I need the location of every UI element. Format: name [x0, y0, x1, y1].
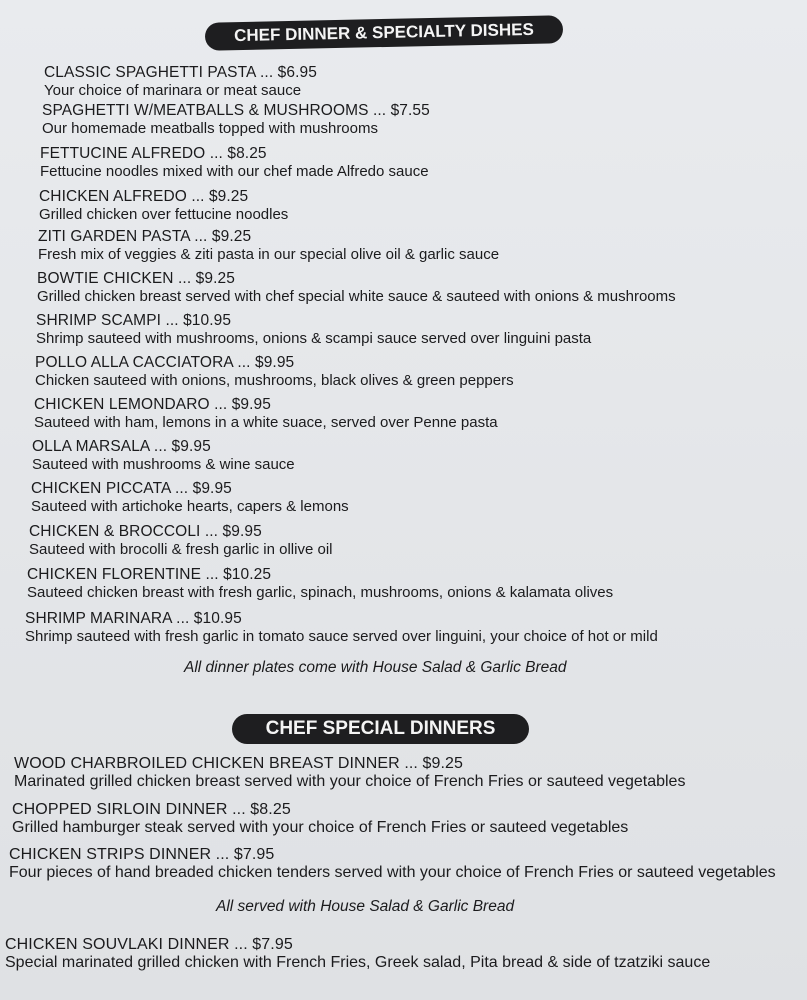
- menu-item-name: FETTUCINE ALFREDO ... $8.25: [40, 145, 267, 162]
- menu-item: [42, 102, 430, 138]
- menu-item: [29, 523, 332, 559]
- menu-item-desc: Four pieces of hand breaded chicken tenders served with your choice of French Fries or sauteed vegetables: [9, 864, 776, 881]
- menu-item: [39, 188, 288, 224]
- menu-item: [31, 480, 349, 516]
- menu-item-name: CHOPPED SIRLOIN DINNER ... $8.25: [12, 801, 291, 818]
- menu-item-desc: Marinated grilled chicken breast served with your choice of French Fries or sauteed vegetables: [14, 773, 686, 790]
- menu-item-name: CHICKEN LEMONDARO ... $9.95: [34, 396, 271, 413]
- menu-item-desc: Chicken sauteed with onions, mushrooms, black olives & green peppers: [35, 372, 514, 389]
- menu-item-desc: Sauteed with artichoke hearts, capers & lemons: [31, 498, 349, 515]
- menu-item: [5, 936, 710, 972]
- menu-item-desc: Grilled chicken breast served with chef special white sauce & sauteed with onions & mushrooms: [37, 288, 676, 305]
- menu-item: [44, 64, 317, 100]
- menu-item-name: CHICKEN FLORENTINE ... $10.25: [27, 566, 272, 583]
- section-header-chef-dinner: CHEF DINNER & SPECIALTY DISHES: [205, 15, 564, 50]
- menu-item: [12, 801, 628, 837]
- menu-item: [32, 438, 295, 474]
- menu-item-name: SPAGHETTI W/MEATBALLS & MUSHROOMS ... $7.55: [42, 102, 430, 119]
- menu-item-desc: Sauteed with mushrooms & wine sauce: [32, 456, 295, 473]
- menu-item: [9, 846, 776, 882]
- menu-item-desc: Shrimp sauteed with fresh garlic in tomato sauce served over linguini, your choice of hot or mild: [25, 628, 658, 645]
- menu-item-name: CHICKEN SOUVLAKI DINNER ... $7.95: [5, 936, 293, 953]
- menu-item-name: CHICKEN ALFREDO ... $9.25: [39, 188, 249, 205]
- menu-item: [36, 312, 591, 348]
- menu-item-name: OLLA MARSALA ... $9.95: [32, 438, 211, 455]
- menu-item-name: POLLO ALLA CACCIATORA ... $9.95: [35, 354, 295, 371]
- section2-note: All served with House Salad & Garlic Bread: [216, 898, 515, 915]
- menu-item-desc: Grilled hamburger steak served with your choice of French Fries or sauteed vegetables: [12, 819, 629, 836]
- menu-item-desc: Special marinated grilled chicken with French Fries, Greek salad, Pita bread & side of tzatziki sauce: [5, 954, 711, 971]
- menu-item-name: CLASSIC SPAGHETTI PASTA ... $6.95: [44, 64, 317, 81]
- menu-item-name: BOWTIE CHICKEN ... $9.25: [37, 270, 235, 287]
- menu-item: [40, 145, 429, 181]
- menu-item: [34, 396, 498, 432]
- menu-item: [38, 228, 499, 264]
- menu-item-name: CHICKEN PICCATA ... $9.95: [31, 480, 232, 497]
- menu-item-name: CHICKEN STRIPS DINNER ... $7.95: [9, 846, 275, 863]
- menu-item-name: ZITI GARDEN PASTA ... $9.25: [38, 228, 252, 245]
- menu-item: [35, 354, 514, 390]
- menu-item-name: SHRIMP MARINARA ... $10.95: [25, 610, 242, 627]
- menu-item-name: SHRIMP SCAMPI ... $10.95: [36, 312, 232, 329]
- menu-item-name: CHICKEN & BROCCOLI ... $9.95: [29, 523, 262, 540]
- section1-note: All dinner plates come with House Salad & Garlic Bread: [184, 659, 567, 676]
- menu-item: [37, 270, 676, 306]
- menu-item-desc: Grilled chicken over fettucine noodles: [39, 206, 289, 223]
- menu-item-desc: Sauteed chicken breast with fresh garlic, spinach, mushrooms, onions & kalamata olives: [27, 584, 614, 601]
- menu-item: [14, 755, 685, 791]
- menu-item-desc: Fresh mix of veggies & ziti pasta in our special olive oil & garlic sauce: [38, 246, 500, 263]
- menu-item-desc: Sauteed with brocolli & fresh garlic in ollive oil: [29, 541, 333, 558]
- section-header-special-dinners: CHEF SPECIAL DINNERS: [232, 714, 529, 744]
- menu-item: [25, 610, 658, 646]
- menu-item-desc: Your choice of marinara or meat sauce: [44, 82, 302, 99]
- menu-item: [27, 566, 613, 602]
- menu-item-desc: Fettucine noodles mixed with our chef made Alfredo sauce: [40, 163, 429, 180]
- menu-item-desc: Our homemade meatballs topped with mushrooms: [42, 120, 378, 137]
- menu-item-desc: Sauteed with ham, lemons in a white suace, served over Penne pasta: [34, 414, 498, 431]
- menu-item-desc: Shrimp sauteed with mushrooms, onions & scampi sauce served over linguini pasta: [36, 330, 592, 347]
- menu-item-name: WOOD CHARBROILED CHICKEN BREAST DINNER ... $9.25: [14, 755, 464, 772]
